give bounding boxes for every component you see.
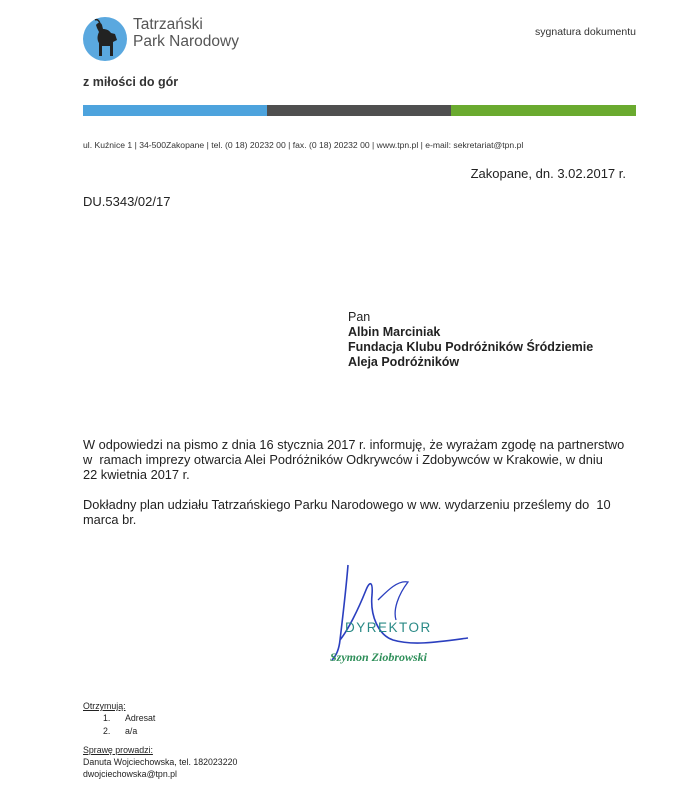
list-item-text: Adresat	[125, 713, 156, 723]
paragraph2-line: marca br.	[83, 512, 137, 527]
signature-name-stamp: Szymon Ziobrowski	[330, 650, 428, 664]
color-bar-green	[451, 105, 636, 116]
recipient-organization: Fundacja Klubu Podróżników Śródziemie	[348, 340, 594, 354]
recipients-list	[103, 712, 155, 738]
org-name-line1: Tatrzański	[133, 16, 203, 33]
recipient-salutation: Pan	[348, 310, 371, 324]
body-paragraph-2	[83, 497, 643, 527]
reference-number: DU.5343/02/17	[83, 194, 171, 209]
color-bar-gray	[267, 105, 451, 116]
color-bar	[83, 105, 636, 116]
document-signature-label: sygnatura dokumentu	[535, 26, 636, 38]
place-date: Zakopane, dn. 3.02.2017 r.	[470, 166, 626, 181]
list-item	[103, 725, 155, 738]
color-bar-blue	[83, 105, 267, 116]
recipient-block	[348, 310, 593, 370]
list-item-text: a/a	[125, 726, 138, 736]
org-name-line2: Park Narodowy	[133, 33, 239, 50]
paragraph1-line: W odpowiedzi na pismo z dnia 16 stycznia 2017 r. informuję, że wyrażam zgodę na partnerstwo	[83, 437, 625, 452]
list-item-number: 2.	[103, 726, 111, 736]
signature-title-stamp: DYREKTOR	[345, 620, 432, 635]
slogan: z miłości do gór	[83, 75, 179, 89]
contact-line: ul. Kuźnice 1 | 34-500Zakopane | tel. (0 18) 20232 00 | fax. (0 18) 20232 00 | www.tpn.pl | e-mail: sekretariat@tpn.pl	[83, 140, 524, 150]
recipient-name: Albin Marciniak	[348, 325, 441, 339]
handled-by-email: dwojciechowska@tpn.pl	[83, 769, 178, 779]
body-paragraph-1	[83, 437, 643, 482]
paragraph2-line: Dokładny plan udziału Tatrzańskiego Parku Narodowego w ww. wydarzeniu prześlemy do 10	[83, 497, 611, 512]
recipients-label: Otrzymują:	[83, 701, 126, 711]
paragraph1-line: w ramach imprezy otwarcia Alei Podróżników Odkrywców i Zdobywców w Krakowie, w dniu	[83, 452, 603, 467]
organization-name	[133, 16, 239, 50]
chamois-logo-icon	[82, 16, 128, 62]
handled-by-name: Danuta Wojciechowska, tel. 182023220	[83, 757, 238, 767]
paragraph1-line: 22 kwietnia 2017 r.	[83, 467, 190, 482]
handled-by-label: Sprawę prowadzi:	[83, 745, 153, 755]
recipient-address: Aleja Podróżników	[348, 355, 460, 369]
list-item-number: 1.	[103, 713, 111, 723]
list-item	[103, 712, 155, 725]
